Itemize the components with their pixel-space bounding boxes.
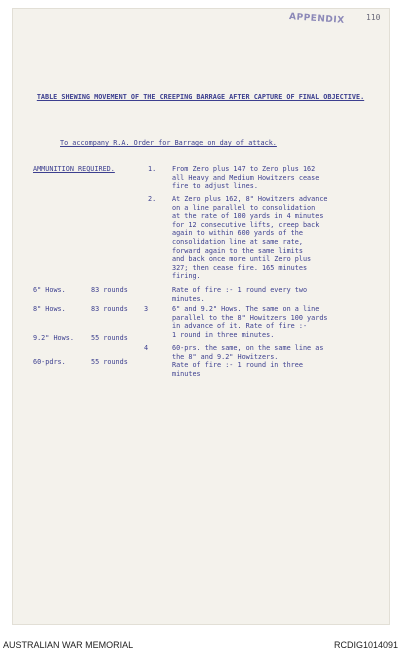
ammo-rounds: 55 rounds [91,334,128,342]
paragraph-text: Rate of fire :- 1 round every two minutes. [172,286,308,303]
footer-source: AUSTRALIAN WAR MEMORIAL [3,640,134,650]
ammo-rounds: 55 rounds [91,358,128,366]
ammunition-heading: AMMUNITION REQUIRED. [33,165,115,173]
page-number: 110 [366,13,381,22]
footer-record-id: RCDIG1014091 [333,640,398,650]
ammo-gun: 6" Hows. [33,286,66,294]
paragraph-number: 2. [148,195,157,203]
paragraph-number: 4 [144,344,149,352]
ammo-rounds: 83 rounds [91,305,128,313]
paragraph-number: 1. [148,165,157,173]
ammo-gun: 9.2" Hows. [33,334,74,342]
paragraph-text: From Zero plus 147 to Zero plus 162 all Heavy and Medium Howitzers cease fire to adjust lines. [172,165,320,191]
appendix-stamp: APPENDIX [288,12,345,26]
ammo-gun: 60-pdrs. [33,358,66,366]
paragraph-text: At Zero plus 162, 8" Howitzers advance on a line parallel to consolidation at the rate of 100 yards in 4 minutes for 12 consecutive lifts, creep back again to within 600 yards of the consolidation line at same rate, forward again to the same limits and back once more until Zero plus 327; then cease fire. 165 minutes firing. [172,195,328,281]
document-subtitle: To accompany R.A. Order for Barrage on day of attack. [60,139,277,147]
paragraph-text: 60-prs. the same, on the same line as the 8" and 9.2" Howitzers. Rate of fire :- 1 round in three minutes [172,344,324,378]
document-title: TABLE SHEWING MOVEMENT OF THE CREEPING BARRAGE AFTER CAPTURE OF FINAL OBJECTIVE. [36,93,365,101]
ammo-rounds: 83 rounds [91,286,128,294]
ammo-gun: 8" Hows. [33,305,66,313]
paragraph-text: 6" and 9.2" Hows. The same on a line parallel to the 8" Howitzers 100 yards in advance of it. Rate of fire :- 1 round in three minutes. [172,305,328,339]
paragraph-number: 3 [144,305,149,313]
